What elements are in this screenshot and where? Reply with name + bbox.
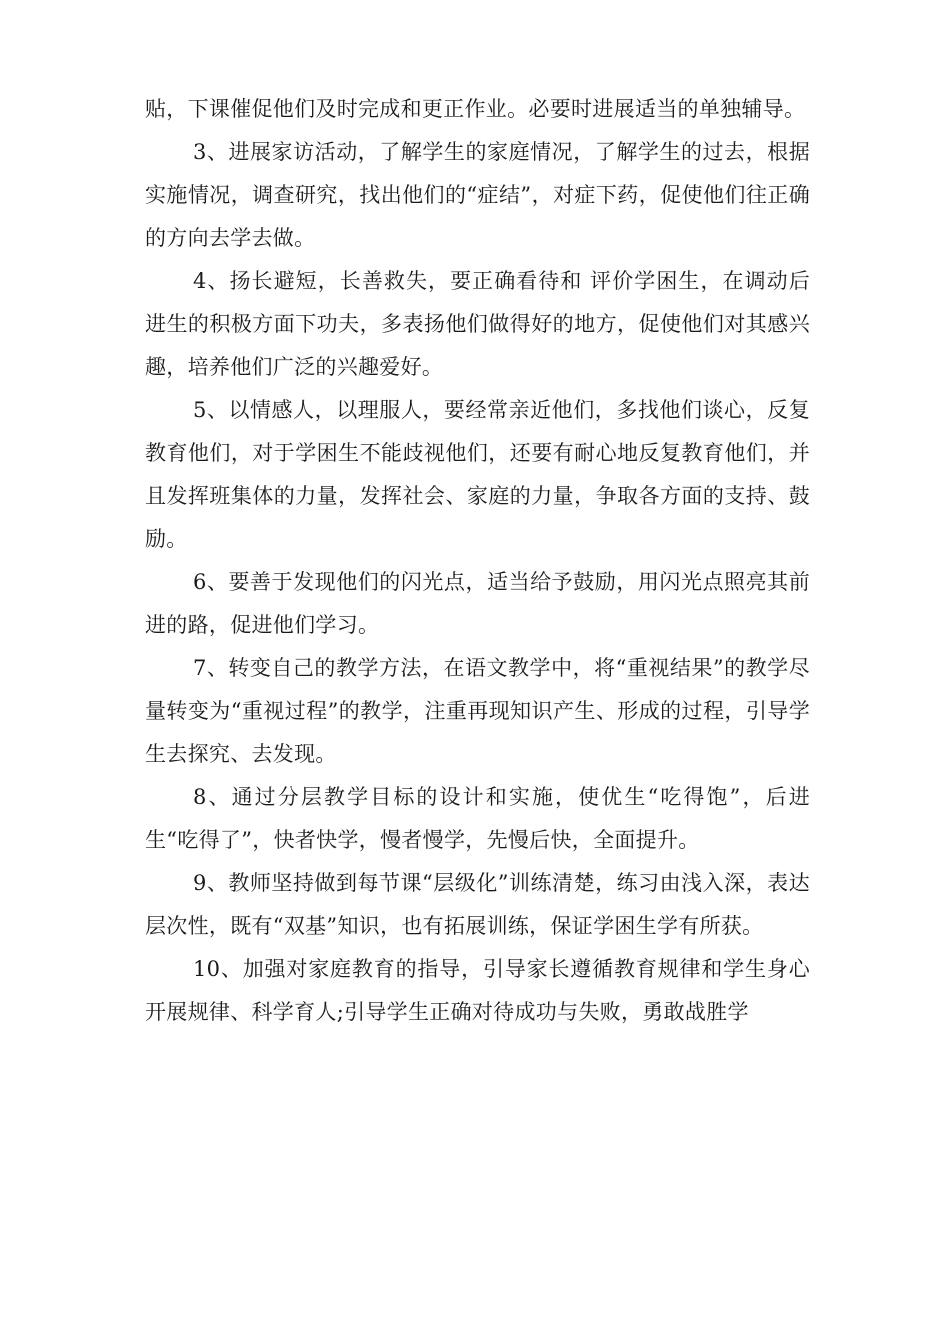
paragraph-item-3: 3、进展家访活动，了解学生的家庭情况，了解学生的过去，根据实施情况，调查研究，找出他们的“症结”，对症下药，促使他们往正确的方向去学去做。 xyxy=(145,140,810,250)
paragraph-item-9: 9、教师坚持做到每节课“层级化”训练清楚，练习由浅入深，表达层次性，既有“双基”知识，也有拓展训练，保证学困生学有所获。 xyxy=(145,871,810,938)
paragraph-item-10: 10、加强对家庭教育的指导，引导家长遵循教育规律和学生身心开展规律、科学育人;引导学生正确对待成功与失败，勇敢战胜学 xyxy=(145,957,810,1024)
paragraph-item-5: 5、以情感人，以理服人，要经常亲近他们，多找他们谈心，反复教育他们，对于学困生不能歧视他们，还要有耐心地反复教育他们，并且发挥班集体的力量，发挥社会、家庭的力量，争取各方面的支持、鼓励。 xyxy=(145,398,810,551)
paragraph-continuation: 贴，下课催促他们及时完成和更正作业。必要时进展适当的单独辅导。 xyxy=(145,97,806,121)
document-body xyxy=(145,88,810,1034)
paragraph-item-7: 7、转变自己的教学方法，在语文教学中，将“重视结果”的教学尽量转变为“重视过程”的教学，注重再现知识产生、形成的过程，引导学生去探究、去发现。 xyxy=(145,656,810,766)
paragraph-item-8: 8、通过分层教学目标的设计和实施，使优生“吃得饱”，后进生“吃得了”，快者快学，慢者慢学，先慢后快，全面提升。 xyxy=(145,785,810,852)
paragraph-item-4: 4、扬长避短，长善救失，要正确看待和 评价学困生，在调动后进生的积极方面下功夫，多表扬他们做得好的地方，促使他们对其感兴趣，培养他们广泛的兴趣爱好。 xyxy=(145,269,810,379)
paragraph-item-6: 6、要善于发现他们的闪光点，适当给予鼓励，用闪光点照亮其前进的路，促进他们学习。 xyxy=(145,570,810,637)
